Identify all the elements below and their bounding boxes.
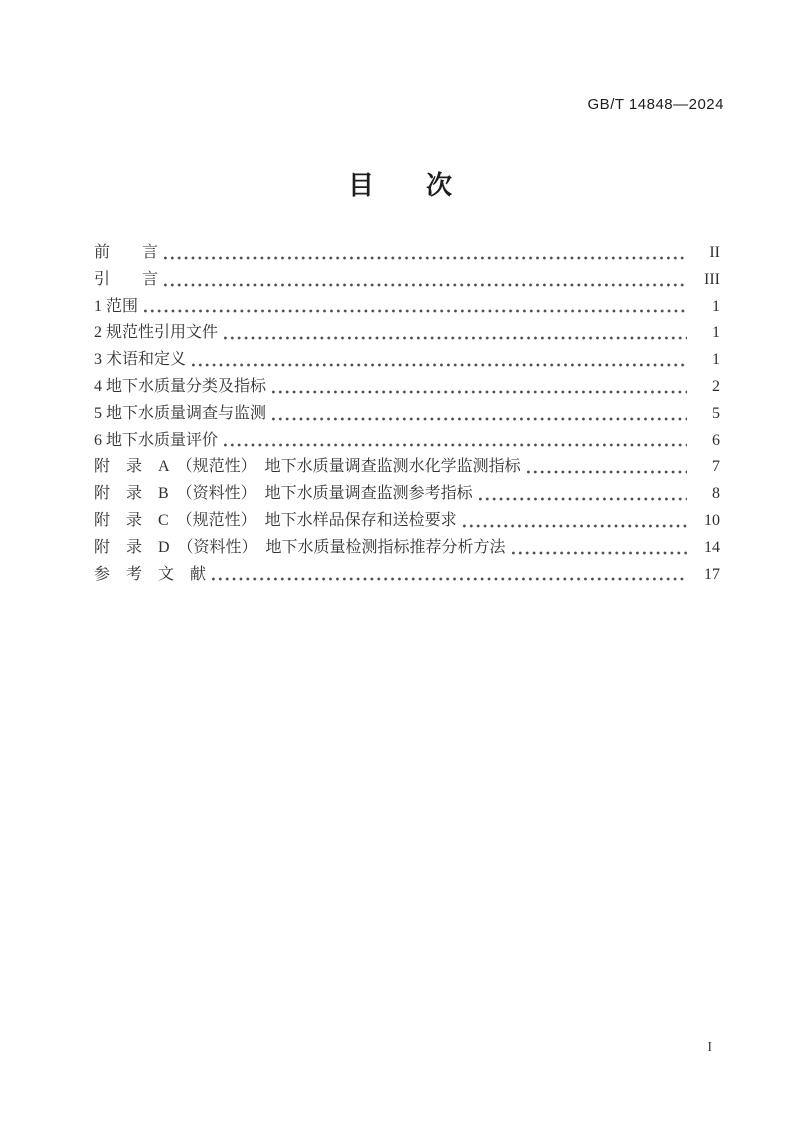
toc-entry-page: II — [709, 244, 720, 261]
leader-dots — [463, 524, 687, 528]
leader-dots — [164, 283, 687, 287]
toc-entry-page: III — [704, 270, 720, 288]
toc-entry-page: 2 — [712, 377, 720, 395]
toc-entry-page: 10 — [704, 511, 720, 529]
toc-entry — [94, 508, 720, 535]
toc-entry-label: 前 言 — [94, 244, 159, 261]
leader-dots — [272, 390, 687, 394]
toc-entry — [94, 374, 720, 401]
toc-entry-label: 引 言 — [94, 270, 159, 288]
toc-entry-page: 1 — [712, 351, 720, 369]
leader-dots — [224, 336, 687, 340]
toc-entry — [94, 535, 720, 562]
footer-page-number: I — [707, 1040, 712, 1055]
toc-entry-page: 7 — [712, 458, 720, 476]
leader-dots — [192, 363, 687, 367]
leader-dots — [479, 497, 687, 501]
toc-entry — [94, 401, 720, 428]
leader-dots — [164, 256, 687, 260]
toc-entry-label: 附 录 D （资料性） 地下水质量检测指标推荐分析方法 — [94, 538, 506, 556]
toc-entry-label: 附 录 A （规范性） 地下水质量调查监测水化学监测指标 — [94, 458, 521, 476]
toc-entry — [94, 347, 720, 374]
toc-entry — [94, 294, 720, 321]
leader-dots — [527, 470, 687, 474]
toc-entry — [94, 267, 720, 294]
toc-entry — [94, 320, 720, 347]
toc-entry — [94, 240, 720, 267]
page-title: 目 次 — [347, 171, 452, 200]
toc-list — [94, 240, 720, 588]
leader-dots — [512, 551, 687, 555]
toc-entry-page: 14 — [704, 538, 720, 556]
toc-entry-page: 17 — [704, 565, 720, 583]
toc-entry-page: 5 — [712, 404, 720, 422]
leader-dots — [224, 443, 687, 447]
toc-entry-label: 6 地下水质量评价 — [94, 431, 219, 449]
toc-entry-label: 参 考 文 献 — [94, 565, 207, 583]
leader-dots — [212, 577, 687, 581]
toc-entry-page: 1 — [712, 297, 720, 315]
toc-entry-page: 1 — [712, 324, 720, 342]
toc-entry — [94, 562, 720, 589]
toc-entry — [94, 428, 720, 455]
toc-entry-label: 2 规范性引用文件 — [94, 324, 219, 342]
toc-entry-label: 5 地下水质量调查与监测 — [94, 404, 267, 422]
leader-dots — [144, 309, 687, 313]
toc-entry-label: 附 录 C （规范性） 地下水样品保存和送检要求 — [94, 511, 457, 529]
toc-entry-label: 3 术语和定义 — [94, 351, 187, 369]
toc-entry-label: 附 录 B （资料性） 地下水质量调查监测参考指标 — [94, 485, 473, 503]
toc-entry-label: 1 范围 — [94, 297, 139, 315]
toc-entry-label: 4 地下水质量分类及指标 — [94, 377, 267, 395]
toc-entry — [94, 454, 720, 481]
toc-entry — [94, 481, 720, 508]
toc-entry-page: 6 — [712, 431, 720, 449]
toc-entry-page: 8 — [712, 485, 720, 503]
leader-dots — [272, 417, 687, 421]
standard-number-header: GB/T 14848—2024 — [587, 96, 724, 113]
